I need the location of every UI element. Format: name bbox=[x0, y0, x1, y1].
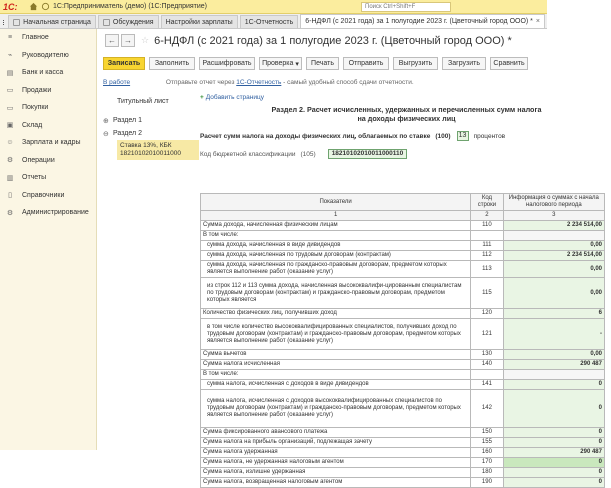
forward-button[interactable] bbox=[121, 34, 135, 47]
cart-icon: ▭ bbox=[6, 87, 14, 95]
table-row bbox=[201, 319, 605, 350]
row-value[interactable]: 290 487 bbox=[503, 360, 604, 370]
row-label: из строк 112 и 113 сумма дохода, начисленная высококвалифи-цированным специалистам по трудовым договорам (контрактам) и гражданско-правовым договорам, предметом которых является bbox=[201, 278, 471, 309]
row-label: сумма налога, исчисленная с доходов высококвалифицированных специалистов по трудовым договорам (контрактам) и гражданско-правовым договорам, предметом которых является выполнение работ (оказание услуг) bbox=[201, 390, 471, 428]
back-button[interactable] bbox=[105, 34, 119, 47]
load-button[interactable]: Загрузить bbox=[442, 57, 486, 70]
row-code: 112 bbox=[471, 251, 503, 261]
rate-label: Расчет сумм налога на доходы физических лиц, облагаемых по ставке bbox=[200, 132, 431, 140]
row-value[interactable]: 6 bbox=[503, 309, 604, 319]
title-bar bbox=[0, 0, 547, 14]
sidebar-item-warehouse[interactable]: ▣ Склад bbox=[6, 121, 43, 130]
row-label: В том числе: bbox=[201, 231, 471, 241]
row-label: Сумма дохода, начисленная физическим лицам bbox=[201, 221, 471, 231]
document-state-link[interactable]: В работе bbox=[103, 79, 131, 86]
table-row bbox=[201, 390, 605, 428]
row-value[interactable]: 0 bbox=[503, 438, 604, 448]
send-button[interactable]: Отправить bbox=[343, 57, 389, 70]
app-title: 1С:Предприниматель (демо) (1С:Предприятие) bbox=[53, 3, 208, 10]
row-value[interactable]: 0 bbox=[503, 458, 604, 468]
home-icon[interactable] bbox=[29, 2, 38, 11]
sidebar-item-sales[interactable]: ▭ Продажи bbox=[6, 86, 52, 95]
sidebar-item-reports[interactable]: ▥ Отчеты bbox=[6, 174, 47, 182]
row-value[interactable]: 0 bbox=[503, 428, 604, 438]
row-label: В том числе: bbox=[201, 370, 471, 380]
row-code: 150 bbox=[471, 428, 503, 438]
row-code: 180 bbox=[471, 468, 503, 478]
tab-home[interactable]: Начальная страница bbox=[8, 15, 96, 28]
tab-6ndfl[interactable]: 6-НДФЛ (с 2021 года) за 1 полугодие 2023 г. (Цветочный город ООО) * × bbox=[300, 14, 545, 28]
table-row bbox=[201, 360, 605, 370]
favorite-star-icon[interactable]: ☆ bbox=[141, 35, 150, 45]
kbk-field[interactable]: 18210102010011000110 bbox=[328, 149, 408, 159]
indicators-table bbox=[200, 193, 605, 488]
row-code: 121 bbox=[471, 319, 503, 350]
row-label: Сумма налога, возвращенная налоговым агентом bbox=[201, 478, 471, 488]
sidebar-item-purchases[interactable]: ▭ Покупки bbox=[6, 104, 49, 112]
rate-code: (100) bbox=[435, 132, 451, 140]
chart-icon: ⌁ bbox=[7, 52, 13, 60]
table-row bbox=[201, 261, 605, 278]
close-icon[interactable]: × bbox=[535, 18, 540, 25]
row-value[interactable]: 0 bbox=[503, 390, 604, 428]
header-num-1: 1 bbox=[201, 211, 471, 221]
table-row bbox=[201, 350, 605, 360]
home-page-icon bbox=[13, 19, 20, 26]
table-row bbox=[201, 380, 605, 390]
row-value[interactable]: - bbox=[503, 319, 604, 350]
toolbar bbox=[103, 57, 532, 70]
sidebar-item-operations[interactable]: ⚙ Операции bbox=[6, 156, 55, 165]
table-row bbox=[201, 428, 605, 438]
table-row bbox=[201, 458, 605, 468]
row-label: в том числе количество высококвалифицированных специалистов, получивших доход по трудовым договорам (контрактам) и гражданско-правовым договорам, предметом которых является выполнение работ (оказание услуг) bbox=[201, 319, 471, 350]
row-code: 115 bbox=[471, 278, 503, 309]
basket-icon: ▭ bbox=[6, 104, 14, 112]
compare-button[interactable]: Сравнить bbox=[490, 57, 528, 70]
box-icon: ▣ bbox=[6, 122, 14, 130]
row-value[interactable]: 0,00 bbox=[503, 278, 604, 309]
admin-icon: ⚙ bbox=[6, 209, 14, 217]
rate-row bbox=[200, 131, 611, 141]
row-value[interactable]: 2 234 514,00 bbox=[503, 221, 604, 231]
row-value[interactable]: 290 487 bbox=[503, 448, 604, 458]
row-label: сумма дохода, начисленная по гражданско-правовым договорам, предметом которых является выполнение работ (оказание услуг) bbox=[201, 261, 471, 278]
row-value[interactable]: 0,00 bbox=[503, 261, 604, 278]
row-code bbox=[471, 370, 503, 380]
row-label: Сумма налога на прибыль организаций, подлежащая зачету bbox=[201, 438, 471, 448]
global-search-input[interactable]: Поиск Ctrl+Shift+F bbox=[361, 2, 451, 12]
row-value[interactable]: 0,00 bbox=[503, 241, 604, 251]
document-window bbox=[97, 29, 602, 485]
tree-item-section1[interactable]: ⊕ Раздел 1 bbox=[103, 117, 142, 125]
sidebar-item-catalogs[interactable]: ▯ Справочники bbox=[0, 187, 96, 205]
sidebar-item-manager[interactable]: ⌁ Руководителю bbox=[7, 51, 69, 60]
sidebar-item-salary[interactable]: ☺ Зарплата и кадры bbox=[6, 139, 81, 147]
bank-icon: ▤ bbox=[6, 69, 14, 77]
row-code: 155 bbox=[471, 438, 503, 448]
row-label: сумма налога, исчисленная с доходов в виде дивидендов bbox=[201, 380, 471, 390]
tree-item-selected-rate[interactable]: Ставка 13%, КБК 18210102010011000 bbox=[117, 140, 199, 160]
row-label: сумма дохода, начисленная по трудовым договорам (контрактам) bbox=[201, 251, 471, 261]
send-hint-text: Отправьте отчет через bbox=[165, 79, 235, 86]
people-icon: ☺ bbox=[6, 139, 14, 147]
row-code: 141 bbox=[471, 380, 503, 390]
row-code: 170 bbox=[471, 458, 503, 468]
header-code: Код строки bbox=[471, 194, 503, 211]
table-row bbox=[201, 221, 605, 231]
table-row bbox=[201, 370, 605, 380]
report-form bbox=[200, 94, 611, 485]
header-indicators: Показатели bbox=[201, 194, 471, 211]
header-num-2: 2 bbox=[471, 211, 503, 221]
app-logo: 1С: bbox=[3, 1, 18, 12]
check-button[interactable]: Проверка ▾ bbox=[259, 57, 302, 70]
table-header-row bbox=[201, 194, 605, 211]
table-row bbox=[201, 438, 605, 448]
tab-reporting[interactable]: 1С-Отчетность bbox=[240, 15, 299, 28]
table-row bbox=[201, 468, 605, 478]
chevron-down-icon: ▾ bbox=[295, 60, 299, 68]
document-header bbox=[105, 34, 512, 47]
row-code: 130 bbox=[471, 350, 503, 360]
bell-icon[interactable] bbox=[41, 2, 50, 11]
row-code: 160 bbox=[471, 448, 503, 458]
row-value[interactable]: 0 bbox=[503, 380, 604, 390]
sidebar-item-admin[interactable]: ⚙ Администрирование bbox=[6, 209, 89, 217]
table-row bbox=[201, 231, 605, 241]
row-label: Сумма фиксированного авансового платежа bbox=[201, 428, 471, 438]
row-code: 113 bbox=[471, 261, 503, 278]
row-label: сумма дохода, начисленная в виде дивидендов bbox=[201, 241, 471, 251]
table-row bbox=[201, 251, 605, 261]
row-label: Количество физических лиц, получивших доход bbox=[201, 309, 471, 319]
menu-icon: ≡ bbox=[7, 34, 13, 42]
reporting-service-link[interactable]: 1С-Отчетность bbox=[236, 79, 282, 86]
sidebar-item-main[interactable]: ≡ Главное bbox=[7, 34, 49, 42]
decode-button[interactable]: Расшифровать bbox=[199, 57, 255, 70]
row-label: Сумма вычетов bbox=[201, 350, 471, 360]
table-number-row bbox=[201, 211, 605, 221]
gear-icon: ⚙ bbox=[6, 157, 14, 165]
row-value[interactable]: 0,00 bbox=[503, 350, 604, 360]
arrow-right-icon: → bbox=[124, 36, 132, 45]
expand-icon[interactable]: ⊕ bbox=[103, 117, 109, 125]
header-info: Информация о суммах с начала налогового периода bbox=[503, 194, 604, 211]
tree-item-section2[interactable]: ⊖ Раздел 2 bbox=[103, 130, 142, 138]
kbk-label: Код бюджетной классификации bbox=[200, 150, 296, 158]
tabs-bar bbox=[0, 14, 547, 29]
kbk-row bbox=[200, 149, 611, 159]
row-value bbox=[503, 231, 604, 241]
send-hint-tail: - самый удобный способ сдачи отчетности. bbox=[283, 79, 414, 86]
chat-icon bbox=[103, 19, 110, 26]
tab-discussions[interactable]: Обсуждения bbox=[98, 15, 159, 28]
row-label: Сумма налога, излишне удержанная bbox=[201, 468, 471, 478]
table-row bbox=[201, 478, 605, 488]
row-value[interactable]: 0 bbox=[503, 478, 604, 488]
row-code: 190 bbox=[471, 478, 503, 488]
plus-icon: + bbox=[200, 94, 204, 101]
table-row bbox=[201, 448, 605, 458]
row-value[interactable]: 2 234 514,00 bbox=[503, 251, 604, 261]
report-icon: ▥ bbox=[6, 174, 14, 182]
header-num-3: 3 bbox=[503, 211, 604, 221]
add-page-link[interactable]: + Добавить страницу bbox=[200, 94, 264, 101]
sidebar-item-bank[interactable]: ▤ Банк и касса bbox=[6, 69, 64, 77]
page-title: 6-НДФЛ (с 2021 года) за 1 полугодие 2023 г. (Цветочный город ООО) * bbox=[154, 34, 512, 47]
arrow-left-icon: ← bbox=[108, 36, 116, 45]
row-value[interactable]: 0 bbox=[503, 468, 604, 478]
upload-button[interactable]: Выгрузить bbox=[393, 57, 438, 70]
table-row bbox=[201, 278, 605, 309]
row-code: 120 bbox=[471, 309, 503, 319]
row-value bbox=[503, 370, 604, 380]
save-button[interactable]: Записать bbox=[103, 57, 145, 70]
row-code: 140 bbox=[471, 360, 503, 370]
table-row bbox=[201, 241, 605, 251]
row-label: Сумма налога, не удержанная налоговым агентом bbox=[201, 458, 471, 468]
tree-item-title-page[interactable]: Титульный лист bbox=[117, 98, 169, 105]
kbk-code: (105) bbox=[300, 150, 316, 158]
menu-icon[interactable] bbox=[3, 20, 4, 25]
collapse-icon[interactable]: ⊖ bbox=[103, 130, 109, 138]
row-code: 142 bbox=[471, 390, 503, 428]
row-code bbox=[471, 231, 503, 241]
row-code: 110 bbox=[471, 221, 503, 231]
sidebar bbox=[0, 29, 97, 450]
tab-salary-settings[interactable]: Настройки зарплаты bbox=[161, 15, 238, 28]
table-row bbox=[201, 309, 605, 319]
row-label: Сумма налога исчисленная bbox=[201, 360, 471, 370]
status-line bbox=[103, 79, 543, 86]
section-title: Раздел 2. Расчет исчисленных, удержанных и перечисленных сумм налога на доходы физических лиц bbox=[271, 105, 542, 123]
row-label: Сумма налога удержанная bbox=[201, 448, 471, 458]
row-code: 111 bbox=[471, 241, 503, 251]
fill-button[interactable]: Заполнить bbox=[149, 57, 195, 70]
rate-field[interactable]: 13 bbox=[457, 131, 469, 141]
rate-suffix: процентов bbox=[473, 132, 506, 140]
sections-tree bbox=[103, 95, 198, 215]
print-button[interactable]: Печать bbox=[306, 57, 339, 70]
book-icon: ▯ bbox=[8, 192, 12, 200]
